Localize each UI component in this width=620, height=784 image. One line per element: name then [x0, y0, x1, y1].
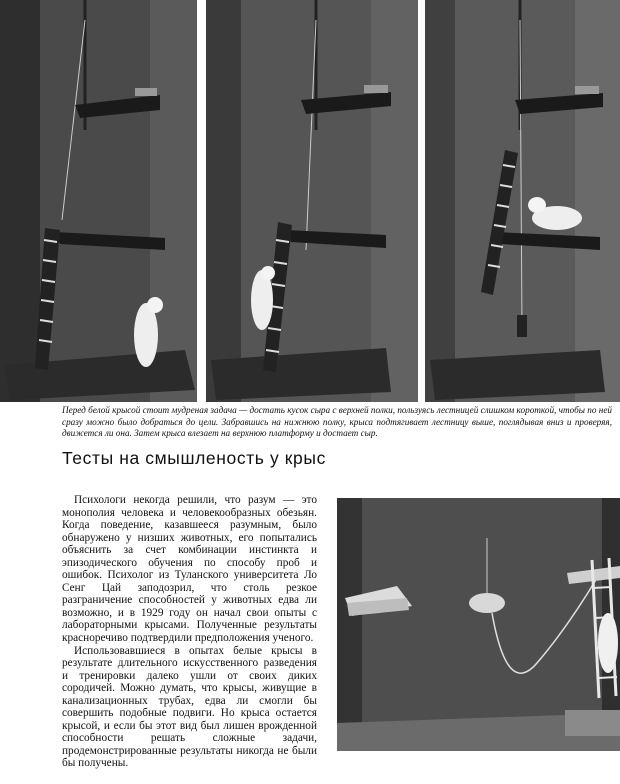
article-paragraph-2: Использовавшиеся в опытах белые крысы в результате длительного искусственного разведения и тренировки далеко ушли от своих диких сородичей. Можно думать, что крысы, живущие в канализационных трубах, едва ли смогли бы совершить подобные подвиги. Но крыса остается крысой, и если бы этот вид был лишен врожденной способности решать сложные задачи, продемонстрированные результаты никогда не были бы получены.: [62, 644, 317, 770]
photo-apparatus-room: [337, 498, 620, 751]
article-body: [62, 494, 317, 770]
figure-caption: Перед белой крысой стоит мудреная задача — достать кусок сыра с верхней полки, пользуясь лестницей слишком короткой, чтобы по ней сразу можно было добраться до цели. Забравшись на нижнюю полку, крыса подтягивает лестницу выше, поглядывая вниз и проверяя, движется ли она. Затем крыса влезает на верхнюю платформу и достает сыр.: [62, 405, 612, 438]
photo-apparatus-room-image: [337, 498, 620, 751]
photo-rat-climbing-image: [206, 0, 418, 402]
photo-rat-at-base-image: [0, 0, 197, 402]
article-title: Тесты на смышленость у крыс: [62, 448, 326, 468]
photo-rat-at-base: [0, 0, 197, 402]
photo-rat-on-shelf-image: [425, 0, 620, 402]
photo-rat-on-shelf: [425, 0, 620, 402]
photo-rat-climbing: [206, 0, 418, 402]
article-paragraph-1: Психологи некогда решили, что разум — это монополия человека и человекообразных обезьян. Когда поведение, казавшееся разумным, было обнаружено у низших животных, его попытались объяснить за счет комбинации инстинкта и эпизодического обучения по способу проб и ошибок. Психолог из Туланского университета Ло Сенг Цай заподозрил, что столь резкое разграничение способностей у животных едва ли возможно, и в 1929 году он начал свои опыты с лабораторными крысами. Полученные результаты красноречиво подтвердили предположения ученого.: [62, 494, 317, 645]
